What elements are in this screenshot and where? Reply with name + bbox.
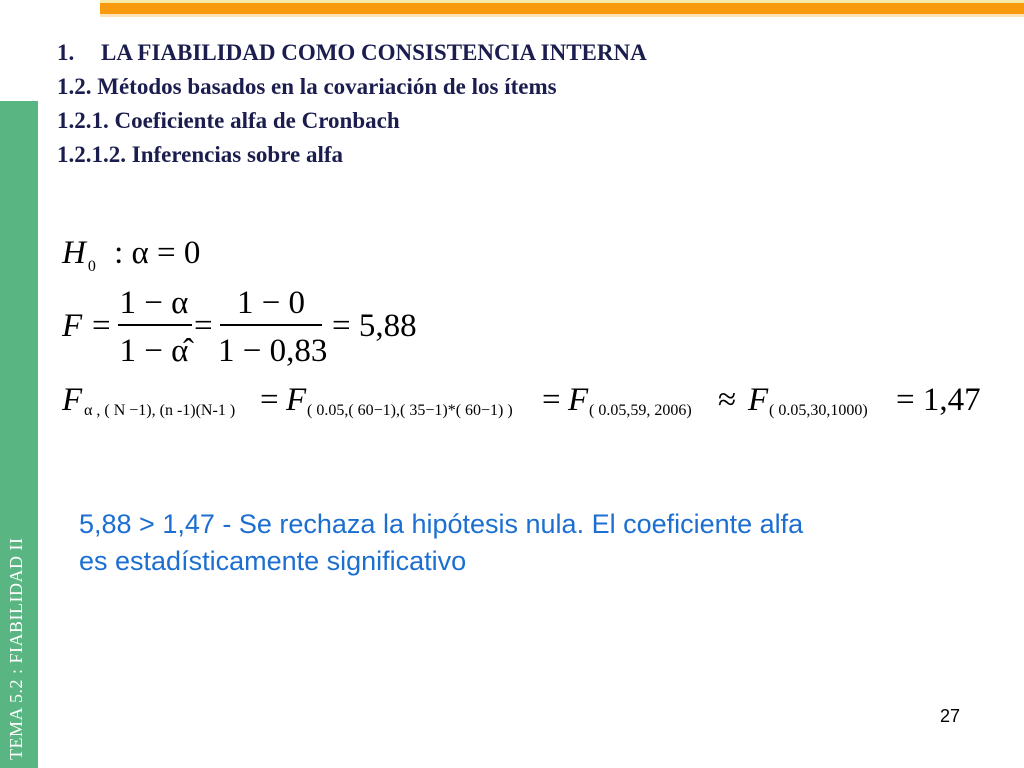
f-crit-f1: F [62, 382, 83, 418]
f-crit-sub4: ( 0.05,30,1000) [769, 402, 868, 419]
page-number: 27 [940, 706, 961, 726]
f-crit-f3: F [568, 382, 589, 418]
f-crit-approx: ≈ [718, 382, 737, 418]
f-stat-frac2-line [220, 324, 322, 326]
heading-3: 1.2.1. Coeficiente alfa de Cronbach [57, 108, 400, 133]
f-stat-lhs: F [62, 308, 83, 344]
hypothesis-subscript: 0 [87, 258, 96, 275]
f-stat-eq1: = [92, 308, 111, 344]
heading-1 [57, 41, 647, 64]
f-crit-sub3: ( 0.05,59, 2006) [589, 402, 692, 419]
heading-1-number: 1. [57, 40, 75, 65]
f-stat-eq2: = [194, 308, 213, 344]
f-crit-f4: F [748, 382, 769, 418]
f-crit-eq1: = [260, 382, 279, 418]
f-stat-frac1-num: 1 − α [119, 285, 189, 321]
f-stat-frac2-num: 1 − 0 [236, 285, 306, 321]
f-stat-frac2-den: 1 − 0,83 [218, 333, 328, 369]
f-stat-frac1-den: 1 − α̂ [119, 333, 189, 369]
f-crit-result: = 1,47 [896, 382, 981, 418]
top-bar-line [100, 14, 1024, 17]
equation-hypothesis [62, 235, 201, 275]
heading-1-text: LA FIABILIDAD COMO CONSISTENCIA INTERNA [101, 40, 647, 65]
hypothesis-lhs: H [62, 235, 86, 271]
f-stat-frac1-line [118, 324, 192, 326]
f-stat-result: = 5,88 [332, 308, 417, 344]
heading-4: 1.2.1.2. Inferencias sobre alfa [57, 142, 343, 167]
heading-2: 1.2. Métodos basados en la covariación de los ítems [57, 74, 557, 99]
conclusion-text: 5,88 > 1,47 - Se rechaza la hipótesis nula. El coeficiente alfa es estadísticamente significativo [79, 509, 804, 576]
side-label: TEMA 5.2 : FIABILIDAD II [6, 537, 26, 760]
f-crit-sub1: α , ( N −1), (n -1)(N-1 ) [84, 402, 236, 419]
f-crit-sub2: ( 0.05,( 60−1),( 35−1)*( 60−1) ) [307, 402, 513, 419]
f-crit-eq2: = [542, 382, 561, 418]
hypothesis-rest: : α = 0 [114, 235, 201, 271]
f-crit-f2: F [286, 382, 307, 418]
top-bar-orange [100, 3, 1024, 14]
